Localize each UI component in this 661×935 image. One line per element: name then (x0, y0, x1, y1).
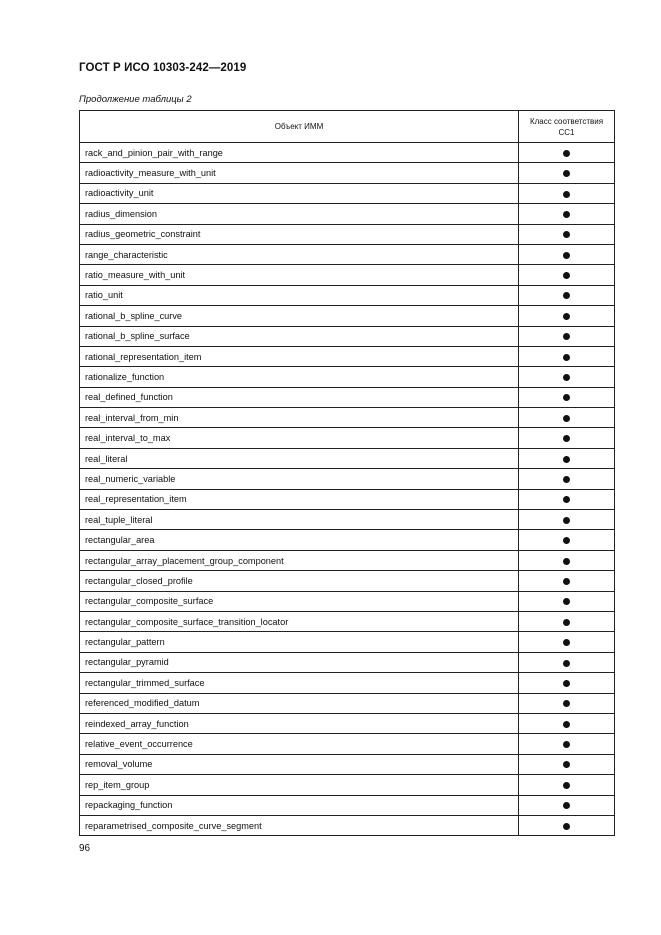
filled-circle-icon (563, 619, 570, 626)
conformance-mark-cell (519, 326, 615, 346)
table-body (80, 143, 615, 836)
object-name-cell: rack_and_pinion_pair_with_range (80, 143, 519, 163)
object-name-cell: rectangular_area (80, 530, 519, 550)
object-name-cell: rectangular_trimmed_surface (80, 673, 519, 693)
filled-circle-icon (563, 292, 570, 299)
object-name-cell: repackaging_function (80, 795, 519, 815)
conformance-mark-cell (519, 367, 615, 387)
table-row (80, 734, 615, 754)
table-row (80, 754, 615, 774)
filled-circle-icon (563, 150, 570, 157)
object-name-cell: removal_volume (80, 754, 519, 774)
table-row (80, 387, 615, 407)
object-name-cell: referenced_modified_datum (80, 693, 519, 713)
table-row (80, 204, 615, 224)
object-name-cell: rectangular_composite_surface (80, 591, 519, 611)
filled-circle-icon (563, 660, 570, 667)
conformance-mark-cell (519, 530, 615, 550)
conformance-mark-cell (519, 469, 615, 489)
filled-circle-icon (563, 231, 570, 238)
table-row (80, 367, 615, 387)
table-header (80, 111, 615, 143)
table-row (80, 306, 615, 326)
filled-circle-icon (563, 639, 570, 646)
conformance-mark-cell (519, 163, 615, 183)
conformance-mark-cell (519, 775, 615, 795)
conformance-mark-cell (519, 285, 615, 305)
filled-circle-icon (563, 537, 570, 544)
filled-circle-icon (563, 272, 570, 279)
object-name-cell: real_interval_to_max (80, 428, 519, 448)
conformance-mark-cell (519, 204, 615, 224)
filled-circle-icon (563, 374, 570, 381)
object-name-cell: relative_event_occurrence (80, 734, 519, 754)
conformance-mark-cell (519, 448, 615, 468)
object-name-cell: rectangular_pyramid (80, 652, 519, 672)
filled-circle-icon (563, 761, 570, 768)
table-row (80, 244, 615, 264)
filled-circle-icon (563, 680, 570, 687)
filled-circle-icon (563, 435, 570, 442)
conformance-mark-cell (519, 693, 615, 713)
conformance-mark-cell (519, 713, 615, 733)
filled-circle-icon (563, 415, 570, 422)
table-header-row (80, 111, 615, 143)
conformance-mark-cell (519, 143, 615, 163)
table-row (80, 611, 615, 631)
table-row (80, 795, 615, 815)
filled-circle-icon (563, 313, 570, 320)
table-row (80, 428, 615, 448)
table-row (80, 326, 615, 346)
conformance-mark-cell (519, 224, 615, 244)
filled-circle-icon (563, 476, 570, 483)
object-name-cell: reparametrised_composite_curve_segment (80, 815, 519, 835)
filled-circle-icon (563, 517, 570, 524)
conformance-mark-cell (519, 734, 615, 754)
object-name-cell: real_defined_function (80, 387, 519, 407)
conformance-mark-cell (519, 510, 615, 530)
column-header-object: Объект ИММ (80, 111, 519, 143)
conformance-table-container (79, 110, 614, 836)
object-name-cell: radioactivity_measure_with_unit (80, 163, 519, 183)
table-row (80, 448, 615, 468)
object-name-cell: radius_dimension (80, 204, 519, 224)
document-header: ГОСТ Р ИСО 10303-242—2019 (79, 62, 247, 74)
filled-circle-icon (563, 170, 570, 177)
conformance-mark-cell (519, 387, 615, 407)
object-name-cell: reindexed_array_function (80, 713, 519, 733)
filled-circle-icon (563, 456, 570, 463)
filled-circle-icon (563, 496, 570, 503)
filled-circle-icon (563, 191, 570, 198)
table-row (80, 652, 615, 672)
object-name-cell: real_interval_from_min (80, 408, 519, 428)
conformance-mark-cell (519, 652, 615, 672)
table-row (80, 469, 615, 489)
conformance-mark-cell (519, 795, 615, 815)
filled-circle-icon (563, 558, 570, 565)
page-number: 96 (79, 843, 91, 854)
conformance-mark-cell (519, 306, 615, 326)
filled-circle-icon (563, 252, 570, 259)
table-row (80, 183, 615, 203)
conformance-mark-cell (519, 183, 615, 203)
object-name-cell: rectangular_closed_profile (80, 571, 519, 591)
conformance-mark-cell (519, 815, 615, 835)
table-row (80, 530, 615, 550)
filled-circle-icon (563, 394, 570, 401)
conformance-mark-cell (519, 673, 615, 693)
filled-circle-icon (563, 578, 570, 585)
object-name-cell: ratio_unit (80, 285, 519, 305)
filled-circle-icon (563, 741, 570, 748)
table-row (80, 713, 615, 733)
object-name-cell: rectangular_array_placement_group_component (80, 550, 519, 570)
filled-circle-icon (563, 354, 570, 361)
conformance-mark-cell (519, 632, 615, 652)
conformance-mark-cell (519, 265, 615, 285)
conformance-mark-cell (519, 550, 615, 570)
object-name-cell: rectangular_composite_surface_transition_locator (80, 611, 519, 631)
object-name-cell: rep_item_group (80, 775, 519, 795)
table-row (80, 224, 615, 244)
filled-circle-icon (563, 823, 570, 830)
object-name-cell: range_characteristic (80, 244, 519, 264)
object-name-cell: real_representation_item (80, 489, 519, 509)
table-row (80, 632, 615, 652)
table-row (80, 591, 615, 611)
column-header-conformance-class (519, 111, 615, 143)
conformance-mark-cell (519, 754, 615, 774)
table-caption: Продолжение таблицы 2 (79, 94, 192, 105)
filled-circle-icon (563, 700, 570, 707)
table-row (80, 510, 615, 530)
filled-circle-icon (563, 782, 570, 789)
table-row (80, 815, 615, 835)
table-row (80, 346, 615, 366)
conformance-mark-cell (519, 408, 615, 428)
object-name-cell: radius_geometric_constraint (80, 224, 519, 244)
conformance-mark-cell (519, 428, 615, 448)
filled-circle-icon (563, 211, 570, 218)
object-name-cell: rational_representation_item (80, 346, 519, 366)
filled-circle-icon (563, 333, 570, 340)
conformance-table (79, 110, 615, 836)
conformance-mark-cell (519, 244, 615, 264)
object-name-cell: rational_b_spline_surface (80, 326, 519, 346)
object-name-cell: real_literal (80, 448, 519, 468)
object-name-cell: rectangular_pattern (80, 632, 519, 652)
object-name-cell: real_tuple_literal (80, 510, 519, 530)
conformance-mark-cell (519, 346, 615, 366)
column-header-conformance-class-code: СС1 (558, 128, 575, 137)
table-row (80, 775, 615, 795)
object-name-cell: real_numeric_variable (80, 469, 519, 489)
table-row (80, 693, 615, 713)
table-row (80, 571, 615, 591)
column-header-conformance-class-label: Класс соответствия (529, 117, 604, 126)
conformance-mark-cell (519, 489, 615, 509)
table-row (80, 408, 615, 428)
table-row (80, 550, 615, 570)
table-row (80, 163, 615, 183)
conformance-mark-cell (519, 571, 615, 591)
conformance-mark-cell (519, 591, 615, 611)
table-row (80, 673, 615, 693)
table-row (80, 285, 615, 305)
object-name-cell: radioactivity_unit (80, 183, 519, 203)
filled-circle-icon (563, 721, 570, 728)
table-row (80, 265, 615, 285)
object-name-cell: ratio_measure_with_unit (80, 265, 519, 285)
conformance-mark-cell (519, 611, 615, 631)
object-name-cell: rationalize_function (80, 367, 519, 387)
table-row (80, 143, 615, 163)
filled-circle-icon (563, 598, 570, 605)
object-name-cell: rational_b_spline_curve (80, 306, 519, 326)
table-row (80, 489, 615, 509)
filled-circle-icon (563, 802, 570, 809)
